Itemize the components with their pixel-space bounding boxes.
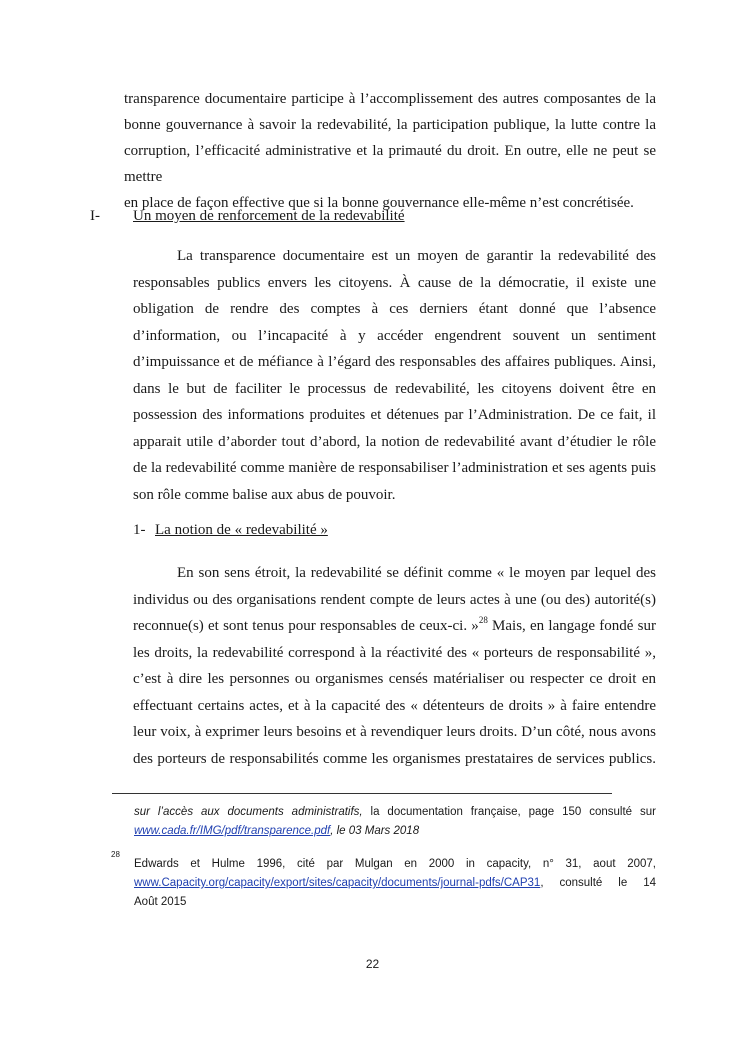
footnote-continued-line-1	[134, 803, 656, 822]
footnote-italic-title: sur l’accès aux documents administratifs,	[134, 806, 363, 818]
subsection-line-3	[133, 613, 656, 640]
subsection-line-7: leur voix, à exprimer leurs besoins et à revendiquer leurs droits. D’un côté, nous avons	[133, 724, 656, 740]
subsection-title: La notion de « redevabilité »	[155, 522, 328, 538]
page-number: 22	[365, 957, 380, 971]
section-line-5: d’impuissance et de méfiance à l’égard des responsables des affaires publiques. Ainsi,	[133, 354, 656, 370]
subsection-line-5: c’est à dire les personnes ou organismes censés matérialiser ou respecter ce droit en	[133, 671, 656, 687]
footnote-link-capacity[interactable]: www.Capacity.org/capacity/export/sites/capacity/documents/journal-pdfs/CAP31	[134, 877, 541, 889]
footnote-28	[134, 855, 656, 912]
subsection-line-8: des porteurs de responsabilités comme les organismes prestataires de services publics.	[133, 750, 656, 767]
section-number: I-	[90, 208, 100, 224]
subsection-line-2: individus ou des organisations rendent compte de leurs actes à une (ou des) autorité(s)	[133, 591, 656, 608]
section-line-6: dans le but de faciliter le processus de redevabilité, les citoyens doivent être en	[133, 380, 656, 397]
section-line-8: apparait utile d’aborder tout d’abord, la notion de redevabilité avant d’étudier le rôle	[133, 433, 656, 450]
section-line-7: possession des informations produites et détenues par l’Administration. De ce fait, il	[133, 407, 656, 423]
subsection-line-1: En son sens étroit, la redevabilité se définit comme « le moyen par lequel des	[177, 565, 656, 581]
section-line-10: son rôle comme balise aux abus de pouvoir.	[133, 486, 396, 503]
footnote-28-number: 28	[111, 850, 120, 859]
subsection-line-4: les droits, la redevabilité correspond à la réactivité des « porteurs de responsabilité »,	[133, 644, 656, 661]
subsection-line-6: effectuant certains actes, et à la capacité des « détenteurs de droits » à faire entendre	[133, 697, 656, 714]
footnote-date: , le 03 Mars 2018	[330, 825, 420, 837]
footnote-28-line-1: Edwards et Hulme 1996, cité par Mulgan en 2000 in capacity, n° 31, aout 2007,	[134, 858, 656, 870]
intro-line-2: bonne gouvernance à savoir la redevabilité, la participation publique, la lutte contre la	[124, 117, 656, 133]
footnote-ref-28[interactable]: 28	[478, 615, 488, 625]
subsection-paragraph	[133, 560, 656, 772]
subsection-number: 1-	[133, 522, 146, 538]
intro-line-1: transparence documentaire participe à l’accomplissement des autres composantes de la	[124, 91, 656, 107]
footnote-28-line-3: Août 2015	[134, 896, 187, 908]
subsection-line-3-text: reconnue(s) et sont tenus pour responsables de ceux-ci. »	[133, 618, 479, 634]
section-paragraph	[133, 243, 656, 508]
intro-line-4: en place de façon effective que si la bonne gouvernance elle-même n’est concrétisée.	[124, 195, 634, 211]
footnote-separator	[112, 793, 612, 794]
footnote-link-cada[interactable]: www.cada.fr/IMG/pdf/transparence.pdf	[134, 825, 331, 837]
section-line-2: responsables publics envers les citoyens. À cause de la démocratie, il existe une	[133, 274, 656, 291]
subsection-line-3-after: Mais, en langage fondé sur	[487, 618, 656, 634]
section-line-4: d’information, ou l’incapacité à y accéder engendrent souvent un sentiment	[133, 327, 656, 344]
footnote-continued-text: la documentation française, page 150 consulté sur	[362, 806, 656, 818]
intro-paragraph	[124, 86, 656, 216]
section-line-3: obligation de rendre des comptes à ces derniers étant donné que l’absence	[133, 301, 656, 317]
footnote-28-line-2	[134, 874, 656, 893]
section-line-1: La transparence documentaire est un moyen de garantir la redevabilité des	[177, 248, 656, 264]
section-title: Un moyen de renforcement de la redevabilité	[133, 208, 405, 224]
footnote-28-after-link: , consulté le 14	[540, 877, 656, 889]
intro-line-3: corruption, l’efficacité administrative et la primauté du droit. En outre, elle ne peut se mettre	[124, 143, 656, 185]
footnote-continued-line-2	[134, 822, 656, 841]
section-line-9: de la redevabilité comme manière de responsabiliser l’administration et ses agents puis	[133, 460, 656, 476]
footnote-continued	[134, 803, 656, 841]
